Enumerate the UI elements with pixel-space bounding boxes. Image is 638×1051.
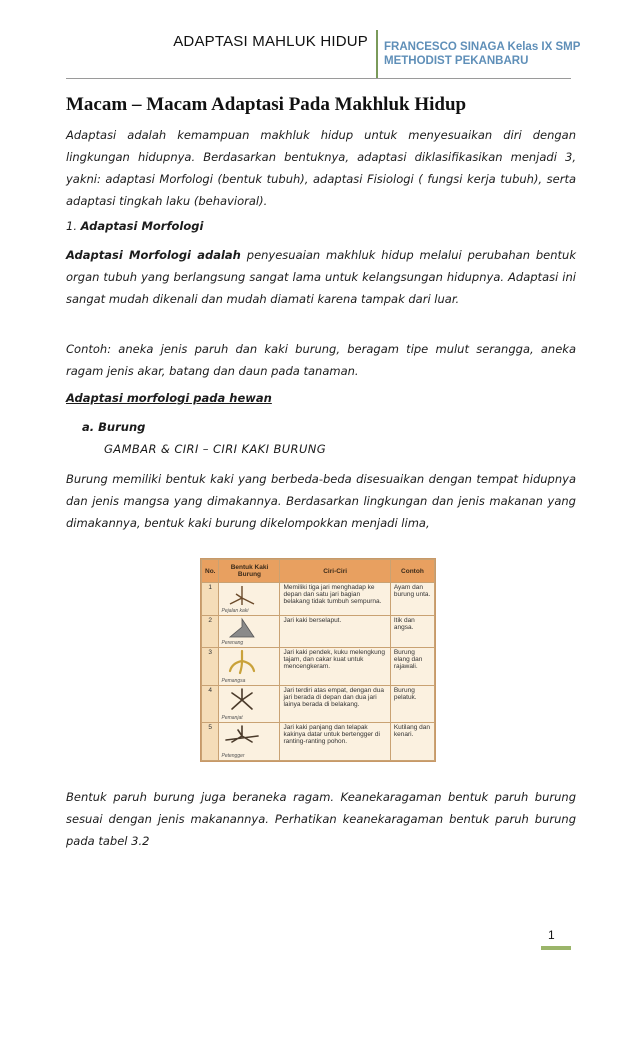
col-header-contoh: Contoh bbox=[390, 560, 434, 583]
bird-foot-percher-icon bbox=[222, 724, 262, 750]
hewan-heading-text: Adaptasi morfologi pada hewan bbox=[66, 391, 272, 405]
row-no: 4 bbox=[202, 685, 219, 723]
row-ciri: Memiliki tiga jari menghadap ke depan dan satu jari bagian belakang tidak tumbuh sempurna. bbox=[280, 583, 390, 616]
header-author bbox=[384, 40, 594, 68]
foot-caption: Pejalan kaki bbox=[221, 607, 249, 614]
header-title: ADAPTASI MAHLUK HIDUP bbox=[173, 33, 368, 50]
row-contoh: Burung elang dan rajawali. bbox=[390, 648, 434, 686]
bird-foot-image bbox=[219, 583, 280, 616]
section-heading bbox=[66, 219, 203, 233]
row-contoh: Ayam dan burung unta. bbox=[390, 583, 434, 616]
bird-feet-table bbox=[201, 559, 435, 761]
row-contoh: Burung pelatuk. bbox=[390, 685, 434, 723]
hewan-heading bbox=[66, 391, 272, 405]
col-header-bentuk: Bentuk Kaki Burung bbox=[219, 560, 280, 583]
table-row bbox=[202, 615, 435, 648]
foot-caption: Petengger bbox=[221, 753, 245, 759]
bird-feet-table-figure bbox=[200, 558, 436, 762]
figure-title: GAMBAR & CIRI – CIRI KAKI BURUNG bbox=[104, 442, 327, 456]
section-title: Adaptasi Morfologi bbox=[80, 219, 204, 233]
row-ciri: Jari kaki berselaput. bbox=[280, 615, 390, 648]
bird-foot-image bbox=[219, 685, 280, 723]
row-no: 2 bbox=[202, 615, 219, 648]
row-no: 5 bbox=[202, 723, 219, 761]
bird-foot-swimmer-icon bbox=[222, 617, 262, 639]
header-author-line1: FRANCESCO SINAGA Kelas IX SMP bbox=[384, 41, 581, 53]
bird-foot-climber-icon bbox=[222, 687, 262, 713]
header-author-line2: METHODIST PEKANBARU bbox=[384, 55, 529, 67]
row-no: 3 bbox=[202, 648, 219, 686]
table-row bbox=[202, 583, 435, 616]
burung-paragraph: Burung memiliki bentuk kaki yang berbeda-beda disesuaikan dengan tempat hidupnya dan jenis mangsa yang dimakannya. Berdasarkan lingkungan dan jenis makanan yang dimakannya, bentuk kaki burung dikelompokkan menjadi lima, bbox=[66, 472, 576, 530]
table-header-row bbox=[202, 560, 435, 583]
row-ciri: Jari terdiri atas empat, dengan dua jari berada di depan dan dua jari lainya berada di belakang. bbox=[280, 685, 390, 723]
foot-caption: Perenang bbox=[221, 640, 244, 647]
header-divider bbox=[376, 30, 378, 78]
bird-foot-image bbox=[219, 648, 280, 686]
row-contoh: Kutilang dan kenari. bbox=[390, 723, 434, 761]
foot-caption: Pemanjat bbox=[221, 715, 243, 722]
header-rule bbox=[66, 78, 571, 79]
bird-foot-walker-icon bbox=[222, 584, 262, 606]
paruh-paragraph: Bentuk paruh burung juga beraneka ragam. Keanekaragaman bentuk paruh burung sesuai dengan jenis makanannya. Perhatikan keanekaragaman bentuk paruh burung pada tabel 3.2 bbox=[66, 790, 576, 848]
bird-foot-image bbox=[219, 723, 280, 761]
bird-foot-image bbox=[219, 615, 280, 648]
table-row bbox=[202, 723, 435, 761]
row-ciri: Jari kaki panjang dan telapak kakinya datar untuk bertengger di ranting-ranting pohon. bbox=[280, 723, 390, 761]
table-row bbox=[202, 648, 435, 686]
page-number-underline bbox=[541, 946, 571, 950]
row-contoh: Itik dan angsa. bbox=[390, 615, 434, 648]
document-title: Macam – Macam Adaptasi Pada Makhluk Hidup bbox=[66, 94, 467, 115]
col-header-no: No. bbox=[202, 560, 219, 583]
contoh-paragraph: Contoh: aneka jenis paruh dan kaki burung, beragam tipe mulut serangga, aneka ragam jenis akar, batang dan daun pada tanaman. bbox=[66, 342, 576, 378]
bird-foot-raptor-icon bbox=[222, 649, 262, 675]
col-header-ciri: Ciri-Ciri bbox=[280, 560, 390, 583]
subsection-burung: a. Burung bbox=[82, 420, 146, 434]
morfologi-lead: Adaptasi Morfologi adalah bbox=[66, 248, 241, 262]
table-row bbox=[202, 685, 435, 723]
morfologi-text: penyesuaian makhluk hidup melalui perubahan bentuk organ tubuh yang berlangsung sangat lama untuk kelangsungan hidupnya. Adaptasi ini sangat mudah dikenali dan mudah diamati karena tampak dari luar. bbox=[66, 248, 576, 306]
row-no: 1 bbox=[202, 583, 219, 616]
intro-paragraph: Adaptasi adalah kemampuan makhluk hidup untuk menyesuaikan diri dengan lingkungan hidupnya. Berdasarkan bentuknya, adaptasi diklasifikasikan menjadi 3, yakni: adaptasi Morfologi (bentuk tubuh), adaptasi Fisiologi ( fungsi kerja tubuh), serta adaptasi tingkah laku (behavioral). bbox=[66, 128, 576, 208]
page-number: 1 bbox=[548, 928, 555, 942]
section-number: 1. bbox=[66, 219, 77, 233]
row-ciri: Jari kaki pendek, kuku melengkung tajam, dan cakar kuat untuk mencengkeram. bbox=[280, 648, 390, 686]
morfologi-paragraph bbox=[66, 244, 576, 310]
foot-caption: Pemangsa bbox=[221, 677, 246, 684]
